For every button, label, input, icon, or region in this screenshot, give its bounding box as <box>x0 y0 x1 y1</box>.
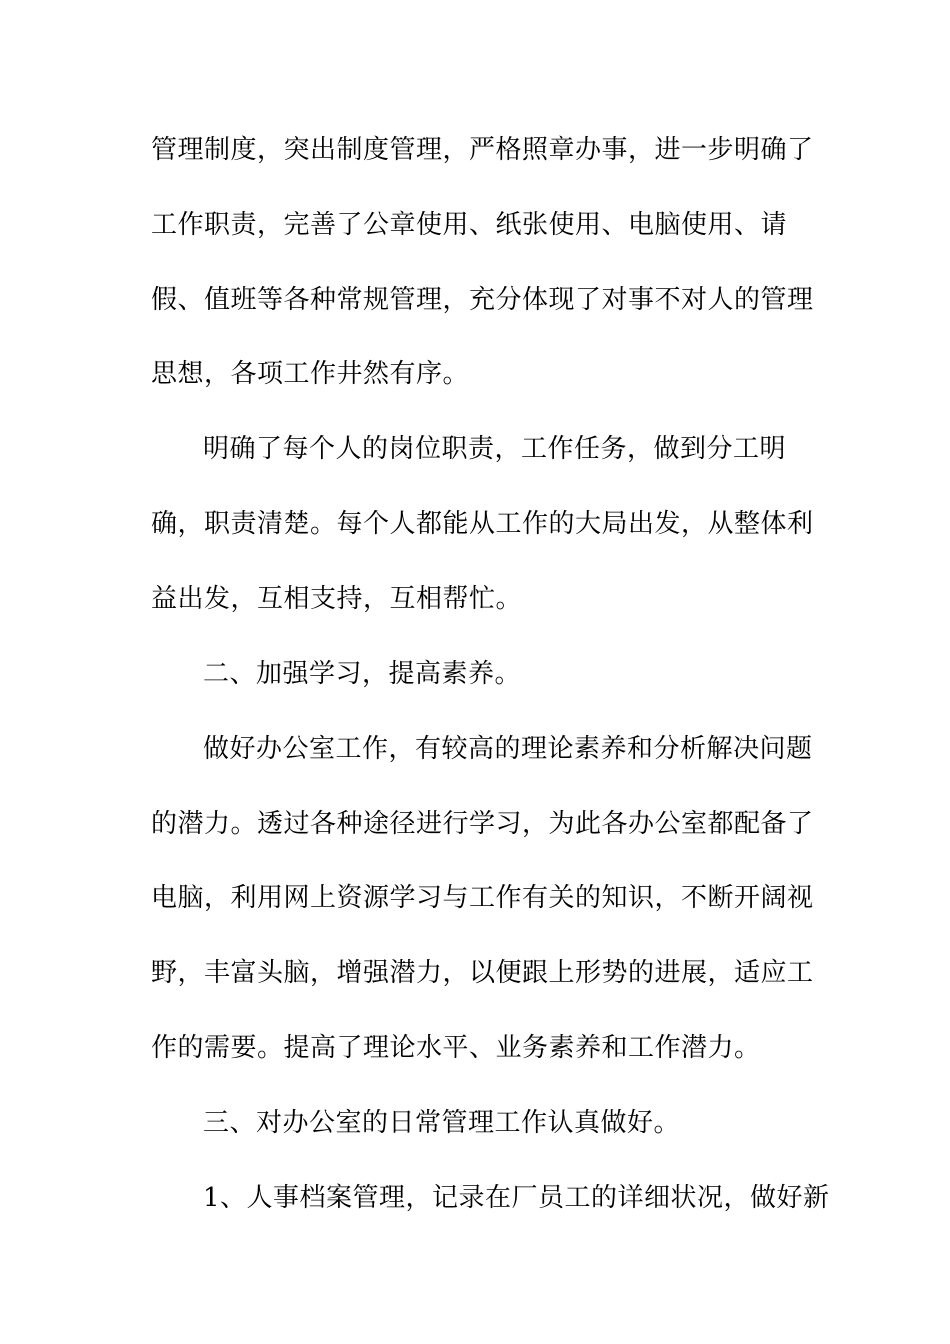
text-line: 假、值班等各种常规管理，充分体现了对事不对人的管理 <box>151 285 814 315</box>
paragraph-first-line: 做好办公室工作，有较高的理论素养和分析解决问题 <box>203 734 813 764</box>
text-line: 的潜力。透过各种途径进行学习，为此各办公室都配备了 <box>151 809 814 839</box>
text-line: 野，丰富头脑，增强潜力，以便跟上形势的进展，适应工 <box>151 958 814 988</box>
text-line: 确，职责清楚。每个人都能从工作的大局出发，从整体利 <box>151 509 814 539</box>
section-heading: 二、加强学习，提高素养。 <box>203 659 522 689</box>
text-line: 作的需要。提高了理论水平、业务素养和工作潜力。 <box>151 1033 761 1063</box>
paragraph-first-line: 1、人事档案管理，记录在厂员工的详细状况，做好新 <box>203 1183 830 1213</box>
section-heading: 三、对办公室的日常管理工作认真做好。 <box>203 1108 681 1138</box>
text-line: 益出发，互相支持，互相帮忙。 <box>151 584 523 614</box>
text-line: 管理制度，突出制度管理，严格照章办事，进一步明确了 <box>151 135 814 165</box>
paragraph-first-line: 明确了每个人的岗位职责，工作任务，做到分工明 <box>203 434 787 464</box>
text-line: 思想，各项工作井然有序。 <box>151 359 470 389</box>
text-line: 电脑，利用网上资源学习与工作有关的知识，不断开阔视 <box>151 883 814 913</box>
text-line: 工作职责，完善了公章使用、纸张使用、电脑使用、请 <box>151 210 788 240</box>
